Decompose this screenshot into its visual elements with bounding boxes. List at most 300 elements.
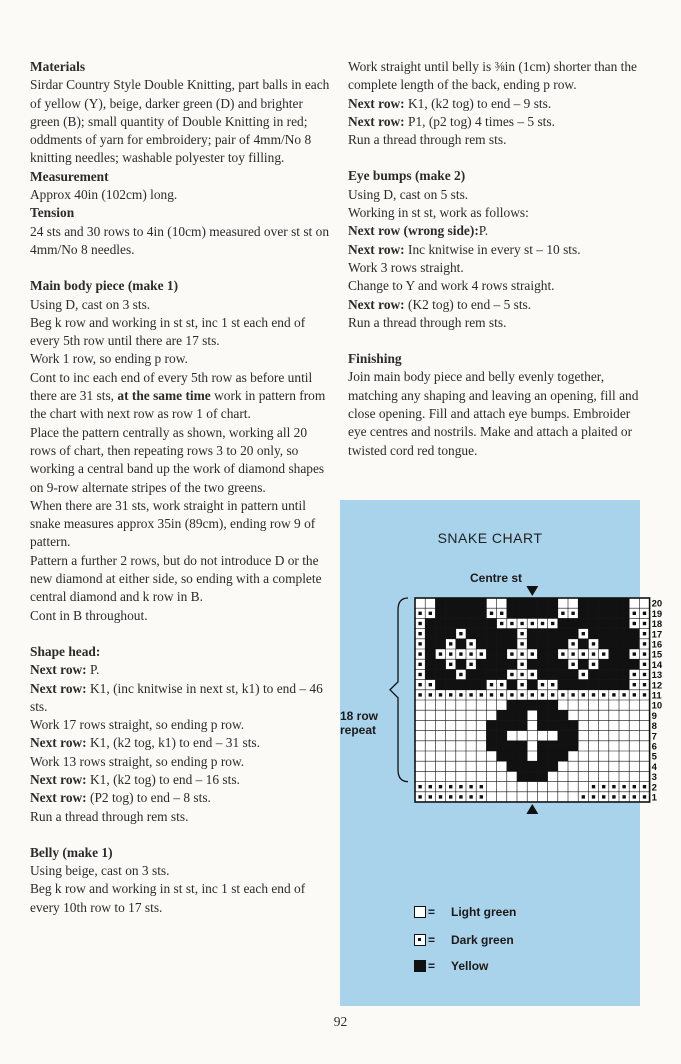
chart-cell-yellow <box>588 608 598 618</box>
light-green-swatch-icon <box>414 906 426 918</box>
chart-cell-dark-green <box>541 622 544 625</box>
chart-cell-dark-green <box>418 642 421 645</box>
chart-cell-yellow <box>629 659 639 669</box>
chart-cell-yellow <box>486 618 496 628</box>
text-span: K1, (k2 tog) to end – 9 sts. <box>404 95 552 111</box>
chart-cell-yellow <box>435 629 445 639</box>
chart-cell-dark-green <box>612 693 615 696</box>
chart-cell-dark-green <box>439 652 442 655</box>
text-span: P1, (p2 tog) 4 times – 5 sts. <box>404 113 555 129</box>
chart-cell-yellow <box>537 710 547 720</box>
chart-cell-yellow <box>578 618 588 628</box>
instruction-line <box>348 95 648 113</box>
chart-cell-yellow <box>609 669 619 679</box>
chart-cell-dark-green <box>551 622 554 625</box>
row-number: 20 <box>651 598 663 610</box>
chart-cell-dark-green <box>510 673 513 676</box>
chart-cell-yellow <box>568 669 578 679</box>
row-number: 12 <box>651 680 663 692</box>
chart-cell-yellow <box>568 618 578 628</box>
chart-cell-dark-green <box>561 612 564 615</box>
chart-cell-yellow <box>466 669 476 679</box>
chart-cell-dark-green <box>643 652 646 655</box>
chart-cell-yellow <box>446 598 456 608</box>
chart-cell-yellow <box>497 751 507 761</box>
chart-cell-dark-green <box>633 673 636 676</box>
chart-cell-yellow <box>446 618 456 628</box>
chart-cell-dark-green <box>449 642 452 645</box>
left-text-column <box>30 58 330 917</box>
chart-cell-yellow <box>599 680 609 690</box>
chart-cell-yellow <box>629 639 639 649</box>
chart-cell-yellow <box>486 639 496 649</box>
text-span: P. <box>86 662 100 678</box>
chart-cell-dark-green <box>612 795 615 798</box>
chart-cell-yellow <box>435 680 445 690</box>
body-paragraph: Run a thread through rem sts. <box>30 808 189 824</box>
bold-phrase: Next row: <box>30 771 87 787</box>
body-paragraph: Sirdar Country Style Double Knitting, part balls in each of yellow (Y), beige, darker green (D) and brighter green (B); small quantity of Double Knitting in red; oddments of yarn for embroidery; pair of 4mm/No 8 knitting needles; washable polyester toy filling. <box>30 77 330 166</box>
chart-cell-dark-green <box>418 795 421 798</box>
chart-cell-dark-green <box>510 693 513 696</box>
chart-cell-yellow <box>425 649 435 659</box>
chart-cell-yellow <box>537 629 547 639</box>
bold-phrase: Next row: <box>30 735 87 751</box>
chart-cell-yellow <box>537 608 547 618</box>
body-paragraph: Approx 40in (102cm) long. <box>30 187 178 203</box>
chart-cell-dark-green <box>439 693 442 696</box>
chart-cell-yellow <box>517 608 527 618</box>
legend-label: Dark green <box>451 932 514 947</box>
chart-cell-yellow <box>507 720 517 730</box>
text-span: (P2 tog) to end – 8 sts. <box>86 790 211 806</box>
chart-cell-dark-green <box>500 693 503 696</box>
chart-cell-dark-green <box>582 632 585 635</box>
chart-cell-dark-green <box>602 785 605 788</box>
chart-cell-yellow <box>507 700 517 710</box>
chart-cell-yellow <box>476 680 486 690</box>
chart-cell-yellow <box>548 659 558 669</box>
text-span: K1, (k2 tog) to end – 16 sts. <box>86 771 240 787</box>
repeat-label-line-2: repeat <box>340 723 377 737</box>
section-heading: Belly (make 1) <box>30 844 113 860</box>
chart-cell-yellow <box>619 618 629 628</box>
chart-cell-yellow <box>599 598 609 608</box>
chart-cell-dark-green <box>459 785 462 788</box>
row-number: 8 <box>651 721 657 733</box>
chart-cell-yellow <box>486 629 496 639</box>
bold-phrase: Next row: <box>348 296 405 312</box>
chart-cell-dark-green <box>612 785 615 788</box>
instruction-line <box>30 661 330 679</box>
body-paragraph: Using D, cast on 5 sts. <box>348 186 469 202</box>
chart-cell-yellow <box>558 669 568 679</box>
chart-cell-yellow <box>497 741 507 751</box>
body-paragraph: Change to Y and work 4 rows straight. <box>348 278 555 294</box>
legend-dark-green: = Dark green <box>414 932 514 950</box>
chart-cell-yellow <box>548 700 558 710</box>
chart-cell-dark-green <box>449 785 452 788</box>
chart-cell-yellow <box>537 771 547 781</box>
chart-cell-yellow <box>578 659 588 669</box>
chart-cell-yellow <box>425 669 435 679</box>
chart-cell-yellow <box>599 618 609 628</box>
chart-cell-dark-green <box>643 663 646 666</box>
legend-light-green: = Light green <box>414 904 516 922</box>
chart-cell-dark-green <box>429 785 432 788</box>
chart-cell-yellow <box>527 771 537 781</box>
chart-cell-yellow <box>446 680 456 690</box>
bold-phrase: Next row: <box>348 241 405 257</box>
chart-cell-yellow <box>456 598 466 608</box>
chart-cell-dark-green <box>633 795 636 798</box>
chart-cell-yellow <box>548 639 558 649</box>
body-paragraph: Work straight until belly is ⅜in (1cm) shorter than the complete length of the back, ending p row. <box>348 59 637 93</box>
chart-cell-yellow <box>425 659 435 669</box>
row-number: 11 <box>651 690 662 702</box>
repeat-brace-icon <box>390 598 408 782</box>
chart-cell-dark-green <box>490 683 493 686</box>
chart-cell-yellow <box>517 771 527 781</box>
chart-cell-dark-green <box>429 683 432 686</box>
chart-cell-yellow <box>558 629 568 639</box>
instruction-line <box>348 113 648 131</box>
chart-cell-yellow <box>507 608 517 618</box>
chart-cell-dark-green <box>520 652 523 655</box>
chart-cell-dark-green <box>602 652 605 655</box>
section-heading: Eye bumps (make 2) <box>348 168 466 184</box>
chart-cell-yellow <box>476 598 486 608</box>
chart-cell-dark-green <box>520 632 523 635</box>
chart-cell-yellow <box>588 629 598 639</box>
chart-cell-dark-green <box>633 693 636 696</box>
bold-phrase: Next row: <box>30 662 87 678</box>
chart-cell-yellow <box>466 629 476 639</box>
chart-cell-dark-green <box>429 693 432 696</box>
chart-cell-yellow <box>527 700 537 710</box>
chart-cell-yellow <box>609 649 619 659</box>
text-span: Cont to inc each end of every 5th row as before until there are 31 sts, <box>30 369 313 404</box>
bold-phrase: Next row: <box>348 113 405 129</box>
chart-cell-dark-green <box>520 673 523 676</box>
chart-cell-yellow <box>486 741 496 751</box>
chart-cell-dark-green <box>633 622 636 625</box>
chart-cell-yellow <box>517 598 527 608</box>
chart-cell-dark-green <box>439 795 442 798</box>
chart-cell-yellow <box>578 598 588 608</box>
chart-cell-dark-green <box>439 785 442 788</box>
chart-cell-dark-green <box>449 652 452 655</box>
chart-cell-dark-green <box>520 642 523 645</box>
chart-cell-yellow <box>578 680 588 690</box>
chart-cell-dark-green <box>571 652 574 655</box>
chart-cell-yellow <box>548 710 558 720</box>
chart-cell-yellow <box>619 608 629 618</box>
chart-cell-dark-green <box>582 652 585 655</box>
chart-cell-yellow <box>558 720 568 730</box>
chart-cell-yellow <box>507 629 517 639</box>
chart-cell-dark-green <box>500 622 503 625</box>
chart-cell-yellow <box>425 618 435 628</box>
chart-cell-dark-green <box>643 795 646 798</box>
chart-cell-dark-green <box>418 652 421 655</box>
chart-cell-dark-green <box>582 693 585 696</box>
row-number: 5 <box>651 751 657 763</box>
body-paragraph: Work 13 rows straight, so ending p row. <box>30 753 245 769</box>
chart-cell-yellow <box>486 731 496 741</box>
chart-cell-dark-green <box>582 673 585 676</box>
row-number: 1 <box>651 792 657 804</box>
chart-cell-dark-green <box>643 683 646 686</box>
chart-cell-dark-green <box>571 612 574 615</box>
chart-cell-dark-green <box>418 663 421 666</box>
chart-cell-dark-green <box>643 612 646 615</box>
chart-cell-yellow <box>527 761 537 771</box>
chart-cell-yellow <box>537 700 547 710</box>
chart-cell-yellow <box>609 618 619 628</box>
chart-cell-yellow <box>497 669 507 679</box>
chart-cell-dark-green <box>469 785 472 788</box>
chart-cell-dark-green <box>418 785 421 788</box>
chart-cell-yellow <box>456 659 466 669</box>
chart-cell-yellow <box>599 629 609 639</box>
chart-cell-yellow <box>537 669 547 679</box>
chart-cell-dark-green <box>541 693 544 696</box>
chart-cell-dark-green <box>480 693 483 696</box>
bold-phrase: at the same time <box>117 388 211 404</box>
chart-cell-dark-green <box>429 612 432 615</box>
chart-cell-yellow <box>527 659 537 669</box>
chart-cell-yellow <box>609 659 619 669</box>
centre-stitch-label: Centre st <box>470 571 523 585</box>
instruction-line <box>348 296 648 314</box>
chart-cell-yellow <box>537 598 547 608</box>
chart-cell-dark-green <box>531 622 534 625</box>
chart-cell-dark-green <box>592 642 595 645</box>
chart-cell-dark-green <box>469 663 472 666</box>
instruction-line <box>30 734 330 752</box>
chart-cell-yellow <box>588 680 598 690</box>
text-span: P. <box>478 223 489 239</box>
chart-cell-yellow <box>558 710 568 720</box>
chart-cell-yellow <box>476 608 486 618</box>
chart-cell-yellow <box>446 669 456 679</box>
chart-cell-dark-green <box>622 693 625 696</box>
chart-cell-dark-green <box>643 673 646 676</box>
chart-cell-yellow <box>537 741 547 751</box>
chart-cell-yellow <box>527 598 537 608</box>
chart-cell-dark-green <box>469 642 472 645</box>
chart-cell-dark-green <box>592 652 595 655</box>
section-heading: Tension <box>30 205 75 221</box>
body-paragraph: Run a thread through rem sts. <box>348 314 507 330</box>
chart-cell-dark-green <box>622 795 625 798</box>
chart-cell-yellow <box>599 659 609 669</box>
chart-cell-yellow <box>486 659 496 669</box>
chart-cell-dark-green <box>469 652 472 655</box>
page-number: 92 <box>333 1014 348 1029</box>
chart-cell-dark-green <box>520 693 523 696</box>
bold-phrase: Next row (wrong side): <box>348 223 479 239</box>
chart-cell-dark-green <box>531 652 534 655</box>
chart-cell-yellow <box>558 731 568 741</box>
chart-cell-yellow <box>435 669 445 679</box>
chart-cell-yellow <box>435 598 445 608</box>
chart-cell-dark-green <box>592 785 595 788</box>
chart-cell-yellow <box>435 608 445 618</box>
text-span: Inc knitwise in every st – 10 sts. <box>404 241 581 257</box>
row-number: 6 <box>651 741 657 753</box>
chart-cell-yellow <box>527 629 537 639</box>
body-paragraph: Using beige, cast on 3 sts. <box>30 863 170 879</box>
row-number: 10 <box>651 700 663 712</box>
chart-cell-yellow <box>517 710 527 720</box>
chart-cell-yellow <box>548 649 558 659</box>
chart-cell-yellow <box>466 598 476 608</box>
chart-cell-yellow <box>456 618 466 628</box>
chart-cell-yellow <box>456 639 466 649</box>
chart-cell-yellow <box>537 751 547 761</box>
paragraph-gap <box>30 826 330 844</box>
chart-cell-dark-green <box>602 693 605 696</box>
yellow-swatch-icon <box>414 960 426 972</box>
chart-cell-yellow <box>517 700 527 710</box>
paragraph-gap <box>348 332 648 350</box>
chart-cell-yellow <box>599 608 609 618</box>
chart-cell-dark-green <box>480 652 483 655</box>
chart-cell-dark-green <box>592 663 595 666</box>
chart-cell-yellow <box>486 649 496 659</box>
chart-cell-dark-green <box>520 622 523 625</box>
chart-cell-dark-green <box>551 693 554 696</box>
chart-cell-yellow <box>548 608 558 618</box>
chart-cell-yellow <box>497 629 507 639</box>
row-number: 15 <box>651 649 663 661</box>
chart-cell-yellow <box>456 608 466 618</box>
chart-cell-dark-green <box>459 795 462 798</box>
chart-cell-dark-green <box>531 693 534 696</box>
chart-cell-yellow <box>558 618 568 628</box>
chart-cell-yellow <box>476 629 486 639</box>
chart-cell-yellow <box>507 741 517 751</box>
chart-cell-yellow <box>537 639 547 649</box>
chart-cell-yellow <box>517 761 527 771</box>
chart-cell-dark-green <box>633 683 636 686</box>
bold-phrase: Next row: <box>30 790 87 806</box>
chart-cell-dark-green <box>449 693 452 696</box>
chart-cell-dark-green <box>510 622 513 625</box>
row-number: 7 <box>651 731 657 743</box>
paragraph-gap <box>30 259 330 277</box>
chart-cell-yellow <box>578 639 588 649</box>
chart-cell-dark-green <box>520 663 523 666</box>
chart-cell-yellow <box>517 751 527 761</box>
chart-cell-dark-green <box>643 785 646 788</box>
row-number: 4 <box>651 761 657 773</box>
chart-cell-yellow <box>537 659 547 669</box>
chart-cell-yellow <box>435 618 445 628</box>
chart-cell-yellow <box>497 649 507 659</box>
row-number: 9 <box>651 710 657 722</box>
chart-cell-dark-green <box>633 652 636 655</box>
chart-cell-yellow <box>507 710 517 720</box>
chart-cell-yellow <box>446 608 456 618</box>
chart-cell-yellow <box>497 720 507 730</box>
body-paragraph: Run a thread through rem sts. <box>348 132 507 148</box>
centre-arrow-top-icon <box>526 586 538 596</box>
chart-cell-yellow <box>548 669 558 679</box>
body-paragraph: Place the pattern centrally as shown, working all 20 rows of chart, then repeating rows 3 to 20 only, so working a central band up the work of diamond shapes on 9-row alternate stripes of the two greens. <box>30 424 325 495</box>
chart-cell-yellow <box>466 608 476 618</box>
centre-arrow-bottom-icon <box>526 804 538 814</box>
chart-cell-yellow <box>599 669 609 679</box>
chart-cell-dark-green <box>418 612 421 615</box>
chart-cell-yellow <box>619 680 629 690</box>
bold-phrase: Next row: <box>348 95 405 111</box>
chart-cell-yellow <box>466 680 476 690</box>
body-paragraph: Beg k row and working in st st, inc 1 st each end of every 5th row until there are 17 sts. <box>30 314 306 349</box>
chart-cell-yellow <box>425 629 435 639</box>
chart-cell-yellow <box>446 629 456 639</box>
chart-cell-yellow <box>619 639 629 649</box>
legend-label: Light green <box>451 904 517 919</box>
chart-cell-dark-green <box>459 652 462 655</box>
chart-cell-yellow <box>435 639 445 649</box>
chart-cell-yellow <box>558 659 568 669</box>
chart-cell-dark-green <box>582 795 585 798</box>
bold-phrase: Next row: <box>30 680 87 696</box>
chart-cell-dark-green <box>551 683 554 686</box>
chart-cell-yellow <box>507 761 517 771</box>
chart-cell-yellow <box>476 618 486 628</box>
snake-chart-panel <box>340 500 663 1006</box>
chart-cell-dark-green <box>561 652 564 655</box>
chart-cell-yellow <box>568 629 578 639</box>
chart-cell-yellow <box>527 680 537 690</box>
chart-cell-dark-green <box>459 673 462 676</box>
body-paragraph: Work 1 row, so ending p row. <box>30 351 188 367</box>
chart-cell-yellow <box>558 639 568 649</box>
chart-cell-dark-green <box>622 785 625 788</box>
body-paragraph: Work 3 rows straight. <box>348 259 464 275</box>
chart-cell-yellow <box>578 608 588 618</box>
chart-cell-dark-green <box>571 693 574 696</box>
chart-cell-dark-green <box>633 785 636 788</box>
chart-cell-yellow <box>456 680 466 690</box>
paragraph-gap <box>348 149 648 167</box>
paragraph-gap <box>30 625 330 643</box>
chart-cell-yellow <box>476 639 486 649</box>
chart-cell-yellow <box>507 680 517 690</box>
instruction-line <box>30 680 330 717</box>
chart-cell-yellow <box>609 680 619 690</box>
body-paragraph: Using D, cast on 3 sts. <box>30 296 151 312</box>
chart-cell-yellow <box>537 720 547 730</box>
chart-cell-yellow <box>619 649 629 659</box>
chart-cell-dark-green <box>643 622 646 625</box>
chart-cell-dark-green <box>643 693 646 696</box>
body-paragraph: Work 17 rows straight, so ending p row. <box>30 717 245 733</box>
chart-cell-yellow <box>497 731 507 741</box>
dark-green-swatch-icon <box>414 934 426 946</box>
text-span: (K2 tog) to end – 5 sts. <box>404 296 532 312</box>
body-paragraph: Beg k row and working in st st, inc 1 st each end of every 10th row to 17 sts. <box>30 881 306 915</box>
chart-cell-dark-green <box>643 632 646 635</box>
chart-cell-yellow <box>619 629 629 639</box>
chart-cell-yellow <box>568 741 578 751</box>
chart-cell-yellow <box>548 741 558 751</box>
chart-cell-yellow <box>466 618 476 628</box>
